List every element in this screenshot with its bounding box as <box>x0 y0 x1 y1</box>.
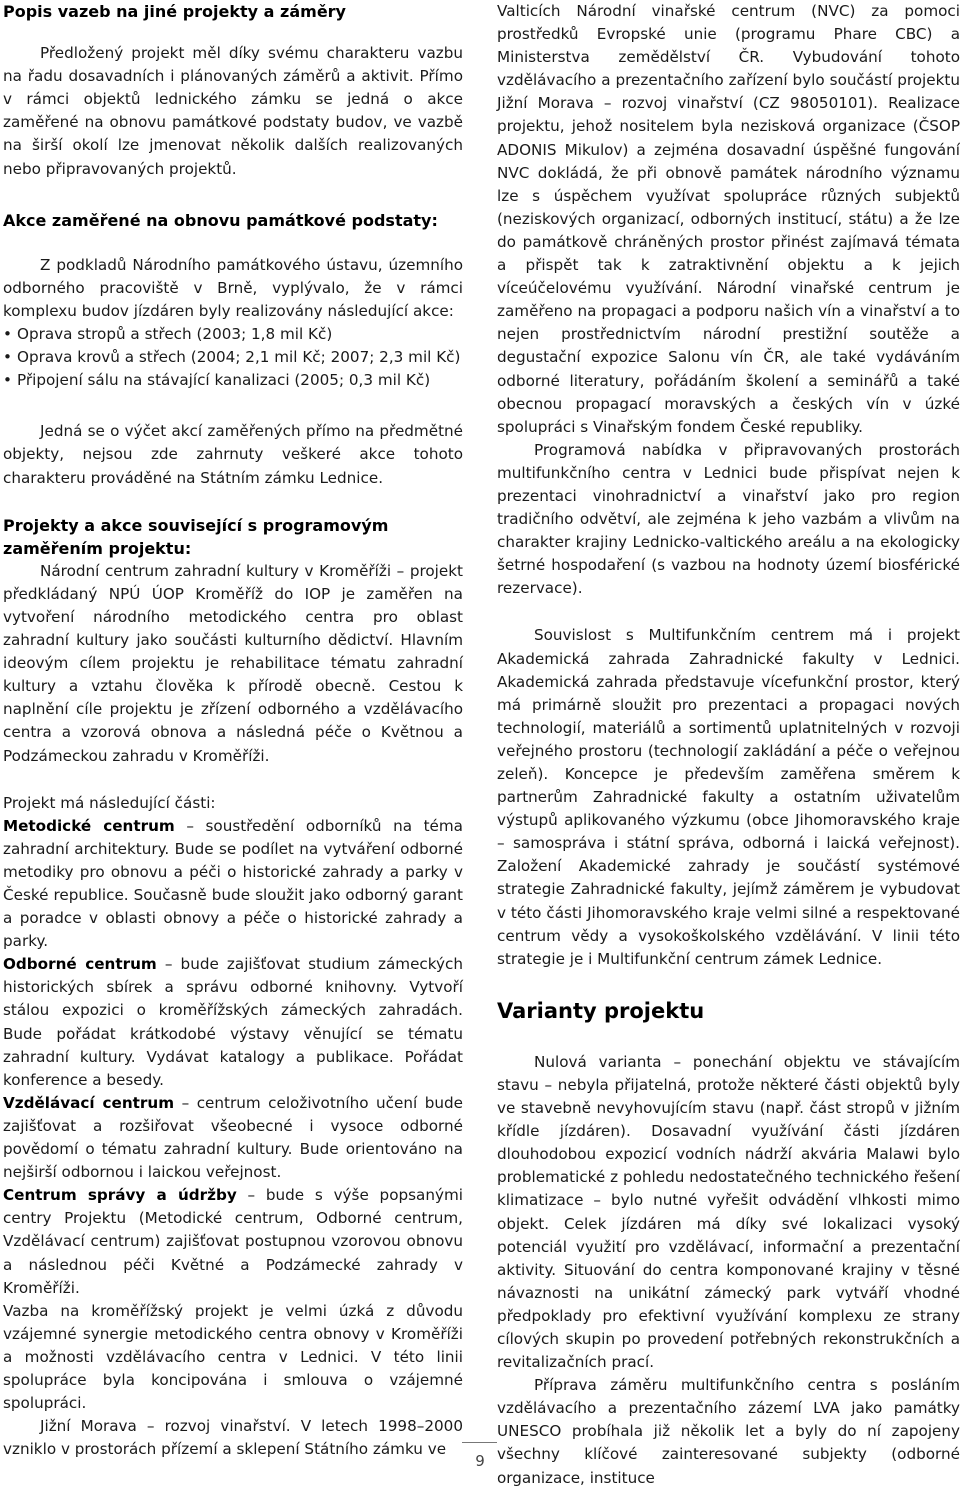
page-number: 9 <box>475 1452 485 1470</box>
paragraph-link: Vazba na kroměřížský projekt je velmi úzká z důvodu vzájemné synergie metodického centra obnovy v Kroměříži a možnosti vzdělávacího centra v Lednici. V této linii spolupráce byla koncipována i smlouva o vzájemné spolupráci. <box>3 1301 463 1413</box>
paragraph-zero-variant: Nulová varianta – ponechání objektu ve stávajícím stavu – nebyla přijatelná, protože některé části objektů byly ve stavebně nevyhovujícím stavu (např. část stropů v jižním křídle jízdáren). Dosavadní využívání části jízdáren dlouhodobou expozicí vodních nádrží akvária Malawi bylo problematické z pohledu nedostatečného technického řešení klimatizace – bylo nutné vyřešit odvádění vlhkosti mimo objekt. Celek jízdáren má díky své lokalizaci vysoký potenciál využití pro vzdělávací, informační a prezentační aktivity. Situování do centra komponované krajiny v těsné návaznosti na unikátní zámecký park vytváří vhodné předpoklady pro efektivní využívání komplexu ze strany cílových skupin po provedení potřebných rekonstrukčních a revitalizačních prací. <box>497 1052 960 1372</box>
term-expert-centre: Odborné centrum <box>3 955 157 974</box>
right-column <box>497 0 960 1490</box>
term-education-centre: Vzdělávací centrum <box>3 1093 175 1112</box>
term-methodical-centre: Metodické centrum <box>3 816 175 835</box>
paragraph-part-maintenance: Centrum správy a údržby – bude s výše popsanými centry Projektu (Metodické centrum, Odborné centrum, Vzdělávací centrum) zajišťovat postupnou vzorovou obnovu a následnou péči Květné a Podzámecké zahrady v Kroměříži. <box>3 1186 463 1297</box>
paragraph-part-methodical: Metodické centrum – soustředění odborníků na téma zahradní architektury. Bude se podílet na vytváření odborné metodiky pro obnovu a péči o historické zahrady a parky v České republice. Současně bude sloužit jako odborný garant a poradce v oblasti obnovy a péče o historické zahrady a parky. <box>3 816 463 951</box>
paragraph-list-note: Jedná se o výčet akcí zaměřených přímo na předmětné objekty, nejsou zde zahrnuty veškeré akce tohoto charakteru prováděné na Státním zámku Lednice. <box>3 422 463 487</box>
heritage-action-list <box>3 323 463 392</box>
paragraph-unesco: Příprava záměru multifunkčního centra s posláním vzdělávacího a prezentačního zázemí LVA jako památky UNESCO probíhala již několik let a byly do ní zapojeny všechny klíčové zainteresované subjekty (odborné organizace, instituce <box>497 1376 960 1487</box>
footer-divider <box>462 1442 497 1443</box>
paragraph-programme-offer: Programová nabídka v připravovaných prostorách multifunkčního centra v Lednici bude přispívat nejen k prezentaci vinohradnictví a vinařství jako pro region tradičního odvětví, ale zejména k jeho vazbám a vlivům na charakter krajiny Lednicko-valtického areálu a na ekologicky šetrné hospodaření (s vazbou na hodnoty území biosférické rezervace). <box>497 440 960 598</box>
list-item: • Oprava krovů a střech (2004; 2,1 mil Kč; 2007; 2,3 mil Kč) <box>3 346 463 369</box>
paragraph-intro: Předložený projekt měl díky svému charakteru vazbu na řadu dosavadních i plánovaných záměrů a aktivit. Přímo v rámci objektů lednického zámku se jedná o akce zaměřené na obnovu památkové podstaty budov, ve vazbě na širší okolí lze jmenovat několik dalších realizovaných nebo připravovaných projektů. <box>3 44 463 178</box>
paragraph-kromeriz: Národní centrum zahradní kultury v Kroměříži – projekt předkládaný NPÚ ÚOP Kroměříž do IOP je zaměřen na vytvoření národního metodického centra pro oblast zahradní kultury jako součásti kulturního dědictví. Hlavním ideovým cílem projektu je rehabilitace tématu zahradní kultury a vztahu člověka k přírodě obecně. Cestou k naplnění cíle projektu je zřízení odborného a vzdělávacího centra a vzorová obnova a následná péče o Květnou a Podzámeckou zahradu v Kroměříži. <box>3 561 463 765</box>
section-heading-heritage: Akce zaměřené na obnovu památkové podstaty: <box>3 210 438 230</box>
section-heading-variants: Varianty projektu <box>497 998 705 1023</box>
paragraph-part-education: Vzdělávací centrum – centrum celoživotního učení bude zajišťovat a rozšiřovat všeobecné i vysoce odborné povědomí o tématu zahradní kultury. Bude orientováno na nejširší odbornou i laickou veřejnost. <box>3 1093 463 1182</box>
paragraph-parts: Projekt má následující části: <box>3 793 216 812</box>
term-maintenance-centre: Centrum správy a údržby <box>3 1186 237 1205</box>
section-heading-programme: Projekty a akce související s programovým zaměřením projektu: <box>3 515 389 558</box>
section-heading-relations: Popis vazeb na jiné projekty a záměry <box>3 2 346 21</box>
left-column <box>3 0 463 1461</box>
paragraph-academic-garden: Souvislost s Multifunkčním centrem má i projekt Akademická zahrada Zahradnické fakulty v Lednici. Akademická zahrada představuje vícefunkční prostor, který má primárně sloužit pro prezentaci a propagaci nových technologií, materiálů a sortimentů uplatnitelných v rozvoji veřejného prostoru (technologií zakládání a péče o veřejnou zeleň). Koncepce je především zaměřena směrem k partnerům Zahradnické fakulty a ostatním uživatelům výstupů aplikovaného výzkumu (obce Jihomoravského kraje – samospráva i státní správa, odborná i laická veřejnost). Založení Akademické zahrady je součástí systémové strategie Zahradnické fakulty, jejímž záměrem je vybudovat v této části Jihomoravského kraje velmi silné a respektované centrum vědy a vysokoškolského vzdělávání. V linii této strategie je i Multifunkční centrum zámek Lednice. <box>497 626 960 968</box>
paragraph-heritage: Z podkladů Národního památkového ústavu, územního odborného pracoviště v Brně, vyplývalo, že v rámci komplexu budov jízdáren byly realizovány následující akce: <box>3 255 463 320</box>
list-item: • Připojení sálu na stávající kanalizaci (2005; 0,3 mil Kč) <box>3 369 463 392</box>
paragraph-south-moravia: Jižní Morava – rozvoj vinařství. V letech 1998–2000 vzniklo v prostorách přízemí a sklepení Státního zámku ve <box>3 1417 463 1459</box>
list-item: • Oprava stropů a střech (2003; 1,8 mil Kč) <box>3 323 463 346</box>
paragraph-nvc: Valticích Národní vinařské centrum (NVC) za pomoci prostředků Evropské unie (programu Phare CBC) a Ministerstva zemědělství ČR. Vybudování tohoto vzdělávacího a prezentačního zařízení bylo součástí projektu Jižní Morava – rozvoj vinařství (CZ 98050101). Realizace projektu, jehož nositelem byla nezisková organizace (ČSOP ADONIS Mikulov) a zejména dosavadní úspěšné fungování NVC dokládá, že při obnově památek národního významu lze s úspěchem využívat spolupráce různých subjektů (neziskových organizací, odborných institucí, státu) a že lze do památkově chráněných prostor přinést zajímavá témata a přispět tak k zatraktivnění objektu a k jejich víceúčelovému využívání. Národní vinařské centrum je zaměřeno na propagaci a podporu našich vín a vinařství a to nejen prostřednictvím národní prestižní soutěže a degustační expozice Salonu vín ČR, ale také vydáváním odborné literatury, pořádáním školení a seminářů a také obecnou propagací moravských a českých vín v úzké spolupráci s Vinařským fondem České republiky. <box>497 2 960 436</box>
paragraph-part-expert: Odborné centrum – bude zajišťovat studium zámeckých historických sbírek a správu odborné knihovny. Vytvoří stálou expozici o kroměřížských zámeckých zahradách. Bude pořádat krátkodobé výstavy věnující se tématu zahradní kultury. Vydávat katalogy a publikace. Pořádat konference a besedy. <box>3 955 464 1089</box>
